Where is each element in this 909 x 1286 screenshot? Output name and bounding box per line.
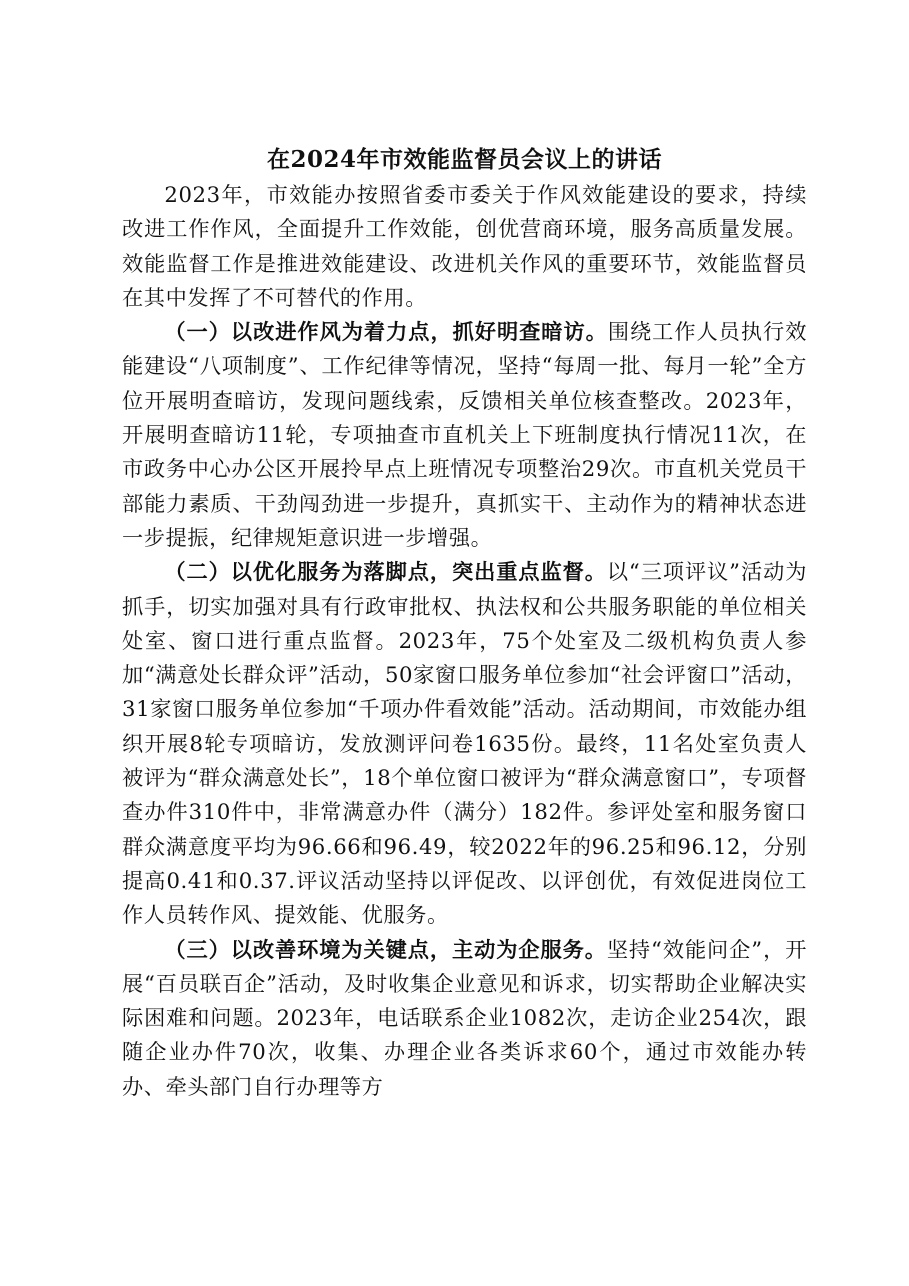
section-paragraph-1 — [122, 315, 807, 555]
document-body — [122, 142, 807, 1104]
section-body-3: 坚持“效能问企”，开展“百员联百企”活动，及时收集企业意见和诉求，切实帮助企业解决实际困难和问题。2023年，电话联系企业1082次，走访企业254次，跟随企业办件70次，收集、办理企业各类诉求60个，通过市效能办转办、牵头部门自行办理等方 — [122, 936, 807, 1099]
intro-paragraph: 2023年，市效能办按照省委市委关于作风效能建设的要求，持续改进工作作风，全面提升工作效能，创优营商环境，服务高质量发展。效能监督工作是推进效能建设、改进机关作风的重要环节，效能监督员在其中发挥了不可替代的作用。 — [122, 182, 807, 310]
section-heading-2: （二）以优化服务为落脚点，突出重点监督。 — [164, 559, 607, 585]
document-title: 在2024年市效能监督员会议上的讲话 — [266, 146, 662, 173]
section-paragraph-3 — [122, 933, 807, 1104]
section-body-1: 围绕工作人员执行效能建设“八项制度”、工作纪律等情况，坚持“每周一批、每月一轮”全方位开展明查暗访，发现问题线索，反馈相关单位核查整改。2023年，开展明查暗访11轮，专项抽查市直机关上下班制度执行情况11次，在市政务中心办公区开展拎早点上班情况专项整治29次。市直机关党员干部能力素质、干劲闯劲进一步提升，真抓实干、主动作为的精神状态进一步提振，纪律规矩意识进一步增强。 — [122, 319, 807, 550]
section-heading-1: （一）以改进作风为着力点，抓好明查暗访。 — [164, 319, 608, 345]
section-paragraph-2 — [122, 555, 807, 932]
section-body-2: 以“三项评议”活动为抓手，切实加强对具有行政审批权、执法权和公共服务职能的单位相关处室、窗口进行重点监督。2023年，75个处室及二级机构负责人参加“满意处长群众评”活动，50家窗口服务单位参加“社会评窗口”活动，31家窗口服务单位参加“千项办件看效能”活动。活动期间，市效能办组织开展8轮专项暗访，发放测评问卷1635份。最终，11名处室负责人被评为“群众满意处长”，18个单位窗口被评为“群众满意窗口”，专项督查办件310件中，非常满意办件（满分）182件。参评处室和服务窗口群众满意度平均为96.66和96.49，较2022年的96.25和96.12，分别提高0.41和0.37.评议活动坚持以评促改、以评创优，有效促进岗位工作人员转作风、提效能、优服务。 — [122, 559, 807, 928]
section-heading-3: （三）以改善环境为关键点，主动为企服务。 — [164, 936, 607, 962]
